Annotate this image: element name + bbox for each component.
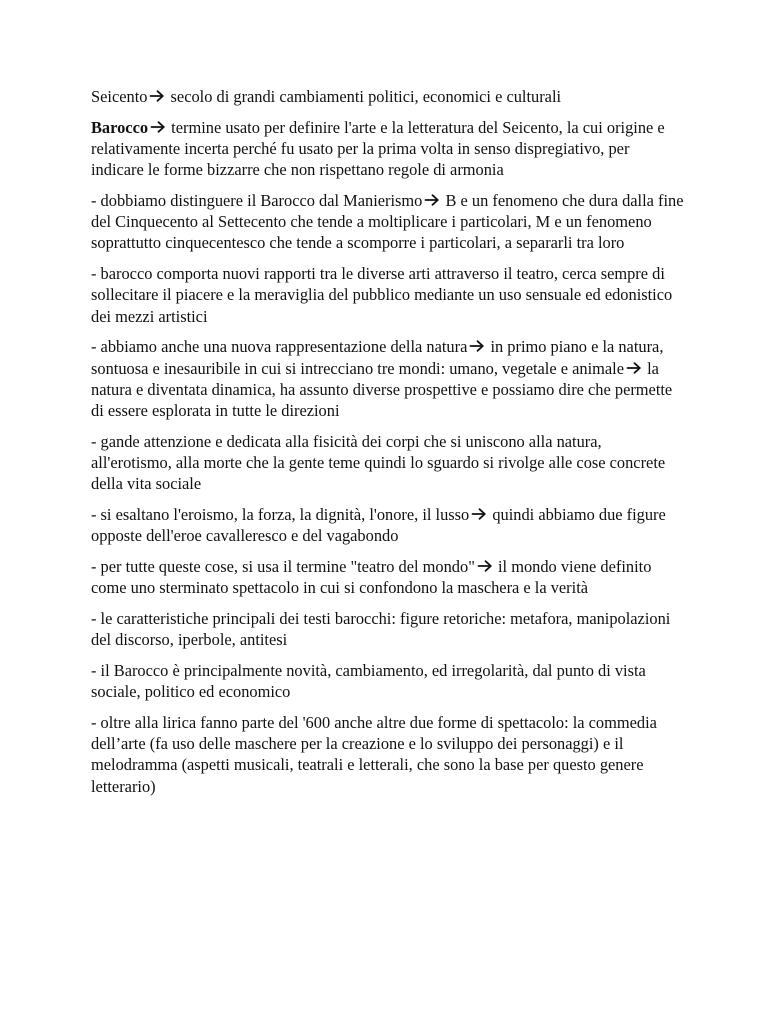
paragraph [91,660,685,702]
right-arrow-icon [149,89,165,103]
paragraph-text: quindi abbiamo due figure opposte dell'eroe cavalleresco e del vagabondo [91,505,666,546]
right-arrow-icon [150,120,166,134]
paragraph-text: - si esaltano l'eroismo, la forza, la dignità, l'onore, il lusso [91,505,470,525]
paragraph [91,712,685,797]
paragraph-text: la natura e diventata dinamica, ha assunto diverse prospettive e possiamo dire che permette di essere esplorata in tutte le direzioni [91,358,673,421]
paragraph-text: - barocco comporta nuovi rapporti tra le diverse arti attraverso il teatro, cerca sempre di sollecitare il piacere e la meraviglia del pubblico mediante un uso sensuale ed edonistico dei mezzi artistici [91,264,673,326]
paragraph-text: - il Barocco è principalmente novità, cambiamento, ed irregolarità, dal punto di vista sociale, politico ed economico [91,661,646,702]
paragraph-text: in primo piano e la natura, sontuosa e inesauribile in cui si intrecciano tre mondi: umano, vegetale e animale [91,337,664,378]
paragraph-text: termine usato per definire l'arte e la letteratura del Seicento, la cui origine e relativamente incerta perché fu usato per la prima volta in senso dispregiativo, per indicare le forme bizzarre che non rispettano regole di armonia [91,117,665,180]
paragraph [91,608,685,650]
paragraph [91,86,685,107]
right-arrow-icon [469,339,485,353]
paragraph [91,117,685,181]
paragraph [91,556,685,598]
right-arrow-icon [626,361,642,375]
paragraph [91,336,685,421]
right-arrow-icon [471,507,487,521]
paragraph [91,504,685,546]
bold-term: Barocco [91,117,149,137]
document-body [91,86,685,806]
paragraph-text: Seicento [91,87,148,106]
paragraph-text: B e un fenomeno che dura dalla fine del Cinquecento al Settecento che tende a moltiplicare i particolari, M e un fenomeno soprattutto cinquecentesco che tende a scomporre i particolari, a separarli tra loro [91,191,684,253]
paragraph-text: il mondo viene definito come uno sterminato spettacolo in cui si confondono la maschera e la verità [91,557,652,598]
paragraph-text: - oltre alla lirica fanno parte del '600 anche altre due forme di spettacolo: la commedia dell’arte (fa uso delle maschere per la creazione e lo sviluppo dei personaggi) e il melodramma (aspetti musicali, teatrali e letterali, che sono la base per questo genere letterario) [91,713,657,796]
paragraph [91,431,685,495]
right-arrow-icon [424,193,440,207]
paragraph-text: - le caratteristiche principali dei testi barocchi: figure retoriche: metafora, manipolazioni del discorso, iperbole, antitesi [91,609,671,650]
paragraph-text: - dobbiamo distinguere il Barocco dal Manierismo [91,191,423,210]
paragraph [91,263,685,327]
right-arrow-icon [477,559,493,573]
paragraph-text: - per tutte queste cose, si usa il termine "teatro del mondo" [91,557,475,577]
paragraph-text: - gande attenzione e dedicata alla fisicità dei corpi che si uniscono alla natura, all'erotismo, alla morte che la gente teme quindi lo sguardo si rivolge alle cose concrete della vita sociale [91,431,666,494]
paragraph [91,190,685,254]
paragraph-text: - abbiamo anche una nuova rappresentazione della natura [91,337,468,357]
paragraph-text: secolo di grandi cambiamenti politici, economici e culturali [166,87,562,106]
